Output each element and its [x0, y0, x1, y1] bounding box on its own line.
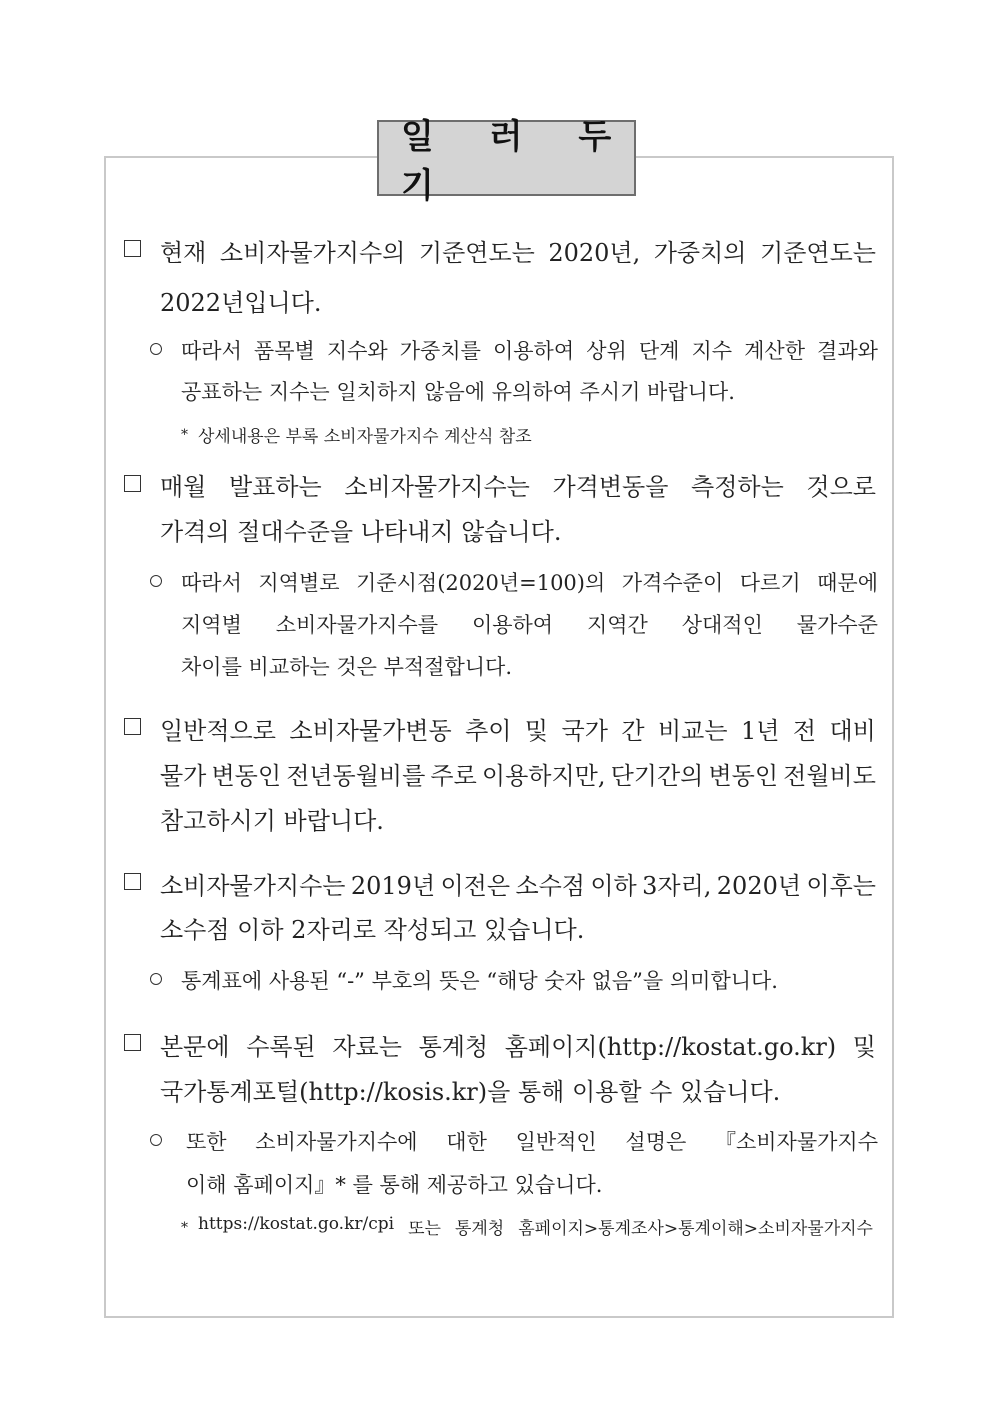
- section-5-sub-1-line-2: 이해 홈페이지』* 를 통해 제공하고 있습니다.: [186, 1173, 603, 1197]
- section-2-sub-1-line-2: 지역별 소비자물가지수를 이용하여 지역간 상대적인 물가수준: [181, 613, 878, 637]
- section-5-sub-1-line-1: 또한 소비자물가지수에 대한 일반적인 설명은 『소비자물가지수: [186, 1130, 878, 1154]
- section-1-sub-1-line-1: 따라서 품목별 지수와 가중치를 이용하여 상위 단계 지수 계산한 결과와: [181, 339, 878, 363]
- asterisk-icon: *: [181, 427, 188, 443]
- section-3-line-1: 일반적으로 소비자물가변동 추이 및 국가 간 비교는 1년 전 대비: [160, 717, 876, 745]
- section-3-line-3: 참고하시기 바랍니다.: [160, 807, 384, 835]
- section-2-sub-1-line-1: 따라서 지역별로 기준시점(2020년=100)의 가격수준이 다르기 때문에: [181, 571, 878, 595]
- section-5-note: https://kostat.go.kr/cpi 또는 통계청 홈페이지>통계조사>통계이해>소비자물가지수: [198, 1214, 873, 1239]
- section-5-line-1: 본문에 수록된 자료는 통계청 홈페이지(http://kostat.go.kr) 및: [160, 1033, 876, 1061]
- section-1-line-2: 2022년입니다.: [160, 289, 322, 317]
- section-2-line-2: 가격의 절대수준을 나타내지 않습니다.: [160, 518, 562, 546]
- asterisk-icon: *: [181, 1220, 188, 1236]
- section-5-checkbox-icon: [124, 1034, 141, 1051]
- section-2-sub-1-line-3: 차이를 비교하는 것은 부적절합니다.: [181, 655, 512, 679]
- section-4-line-2: 소수점 이하 2자리로 작성되고 있습니다.: [160, 916, 585, 944]
- section-1-checkbox-icon: [124, 240, 141, 257]
- section-3-checkbox-icon: [124, 718, 141, 735]
- section-3-line-2: 물가 변동인 전년동월비를 주로 이용하지만, 단기간의 변동인 전월비도: [160, 762, 876, 790]
- section-2-checkbox-icon: [124, 475, 141, 492]
- section-5-sub-1-bullet-icon: [150, 1134, 162, 1146]
- section-1-sub-1-bullet-icon: [150, 343, 162, 355]
- title-box: [377, 117, 636, 206]
- section-2-sub-1-bullet-icon: [150, 575, 162, 587]
- section-1-line-1: 현재 소비자물가지수의 기준연도는 2020년, 가중치의 기준연도는: [160, 239, 876, 267]
- section-4-checkbox-icon: [124, 873, 141, 890]
- section-4-line-1: 소비자물가지수는 2019년 이전은 소수점 이하 3자리, 2020년 이후는: [160, 872, 876, 900]
- section-2-line-1: 매월 발표하는 소비자물가지수는 가격변동을 측정하는 것으로: [160, 473, 876, 501]
- section-1-note: 상세내용은 부록 소비자물가지수 계산식 참조: [198, 427, 532, 447]
- section-4-sub-1-line-1: 통계표에 사용된 “-” 부호의 뜻은 “해당 숫자 없음”을 의미합니다.: [181, 969, 778, 993]
- page-title: 일 러 두 기: [401, 117, 634, 206]
- section-1-sub-1-line-2: 공표하는 지수는 일치하지 않음에 유의하여 주시기 바랍니다.: [181, 380, 735, 404]
- section-4-sub-1-bullet-icon: [150, 973, 162, 985]
- section-5-line-2: 국가통계포털(http://kosis.kr)을 통해 이용할 수 있습니다.: [160, 1078, 781, 1106]
